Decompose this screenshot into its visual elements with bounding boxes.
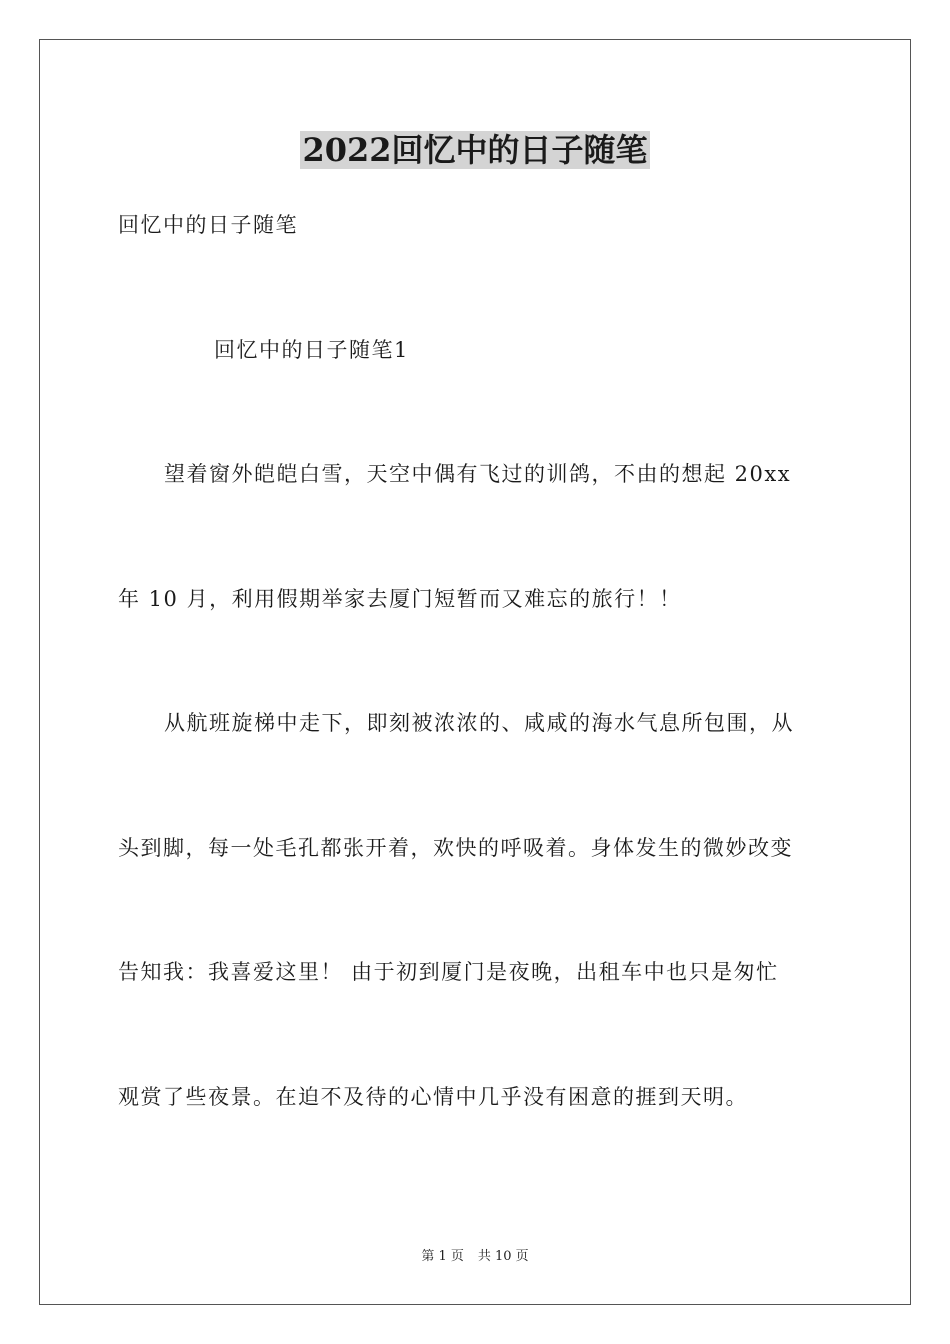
paragraph-line: 从航班旋梯中走下，即刻被浓浓的、咸咸的海水气息所包围，从 (164, 711, 794, 735)
paragraph-line: 告知我：我喜爱这里！ 由于初到厦门是夜晚，出租车中也只是匆忙 (118, 960, 779, 984)
document-title-text: 2022回忆中的日子随笔 (302, 131, 648, 169)
page-total: 共 10 页 (477, 1249, 529, 1264)
page-number: 第 1 页 (421, 1249, 464, 1264)
section-heading: 回忆中的日子随笔1 (214, 338, 409, 362)
paragraph-line: 观赏了些夜景。在迫不及待的心情中几乎没有困意的捱到天明。 (118, 1085, 748, 1109)
page-footer (0, 1248, 950, 1266)
document-subtitle: 回忆中的日子随笔 (118, 213, 298, 237)
paragraph-line: 头到脚，每一处毛孔都张开着，欢快的呼吸着。身体发生的微妙改变 (118, 836, 793, 860)
paragraph-line: 年 10 月，利用假期举家去厦门短暂而又难忘的旅行！！ (118, 587, 682, 611)
document-title (0, 128, 950, 172)
paragraph-line: 望着窗外皑皑白雪，天空中偶有飞过的训鸽，不由的想起 20xx (164, 462, 792, 486)
